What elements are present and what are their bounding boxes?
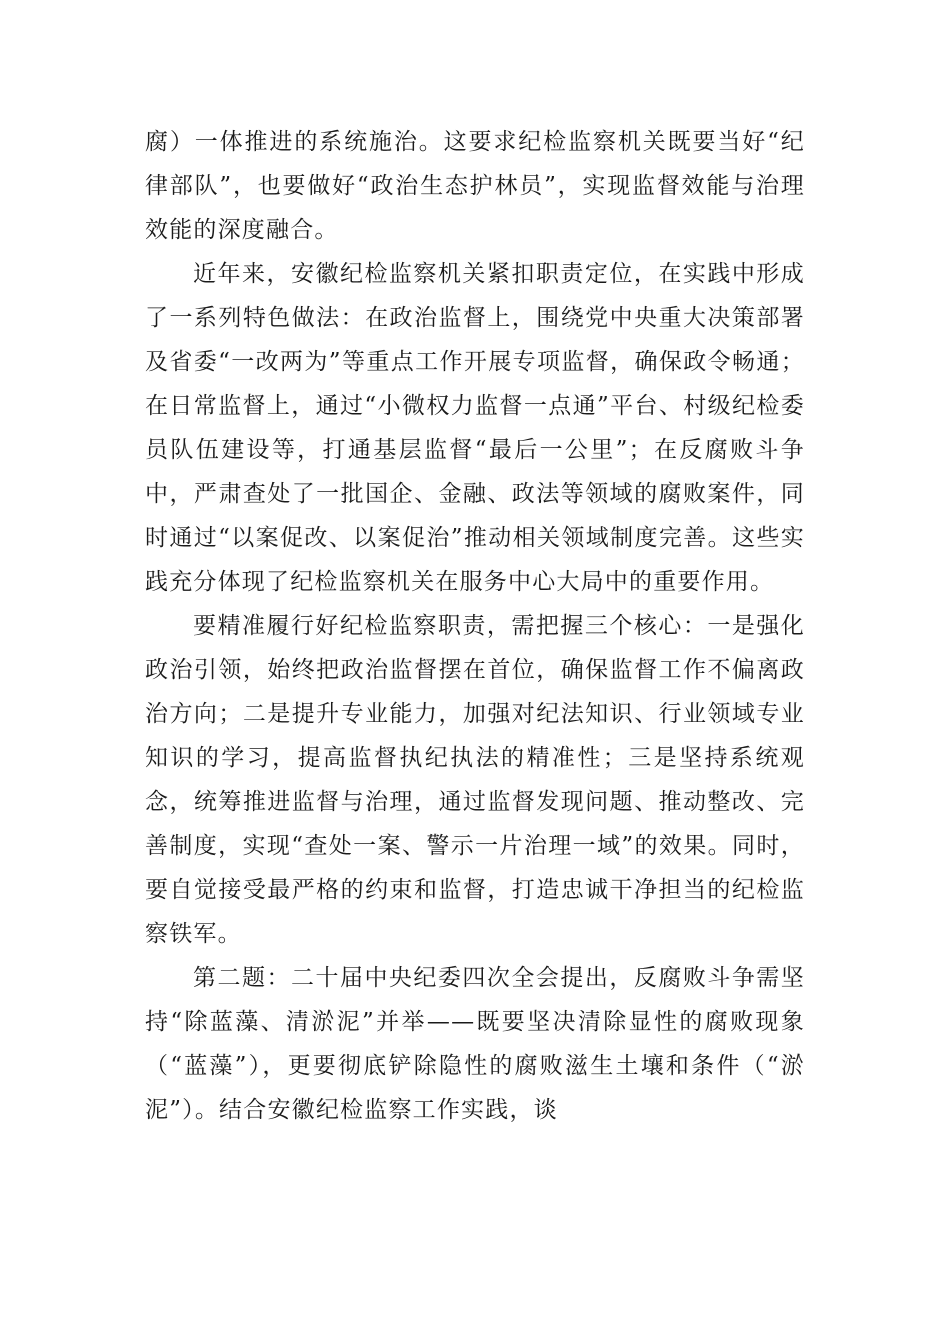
paragraph-1: 腐）一体推进的系统施治。这要求纪检监察机关既要当好“纪律部队”，也要做好“政治生态护林员”，实现监督效能与治理效能的深度融合。 [145,129,805,243]
document-body [145,120,805,1132]
paragraph-3: 要精准履行好纪检监察职责，需把握三个核心：一是强化政治引领，始终把政治监督摆在首位，确保监督工作不偏离政治方向；二是提升专业能力，加强对纪法知识、行业领域专业知识的学习，提高监督执纪执法的精准性；三是坚持系统观念，统筹推进监督与治理，通过监督发现问题、推动整改、完善制度，实现“查处一案、警示一片治理一域”的效果。同时，要自觉接受最严格的约束和监督，打造忠诚干净担当的纪检监察铁军。 [145,613,805,947]
paragraph-2: 近年来，安徽纪检监察机关紧扣职责定位，在实践中形成了一系列特色做法：在政治监督上，围绕党中央重大决策部署及省委“一改两为”等重点工作开展专项监督，确保政令畅通；在日常监督上，通过“小微权力监督一点通”平台、村级纪检委员队伍建设等，打通基层监督“最后一公里”；在反腐败斗争中，严肃查处了一批国企、金融、政法等领域的腐败案件，同时通过“以案促改、以案促治”推动相关领域制度完善。这些实践充分体现了纪检监察机关在服务中心大局中的重要作用。 [145,261,805,595]
paragraph-4: 第二题：二十届中央纪委四次全会提出，反腐败斗争需坚持“除蓝藻、清淤泥”并举——既要坚决清除显性的腐败现象（“蓝藻”），更要彻底铲除隐性的腐败滋生土壤和条件（“淤泥”）。结合安徽纪检监察工作实践，谈 [145,965,805,1123]
